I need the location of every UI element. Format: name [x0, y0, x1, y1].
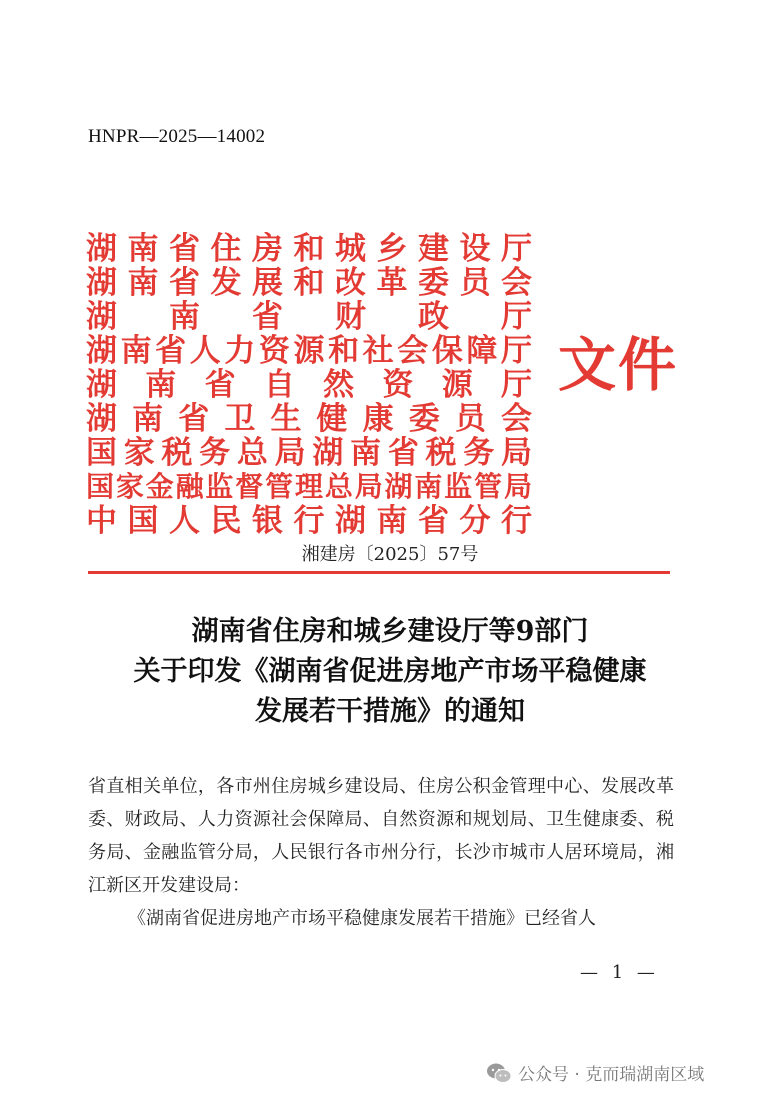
red-divider-line: [88, 571, 670, 574]
issuer-line: 湖南省卫生健康委员会: [86, 402, 532, 436]
body-paragraph: 《湖南省促进房地产市场平稳健康发展若干措施》已经省人: [128, 908, 596, 929]
recipients-paragraph: 省直相关单位，各市州住房城乡建设局、住房公积金管理中心、发展改革委、财政局、人力资源社会保障局、自然资源和规划局、卫生健康委、税务局、金融监管分局，人民银行各市州分行，长沙市城市人居环境局，湘江新区开发建设局：: [88, 776, 674, 896]
document-number: 湘建房〔2025〕57号: [301, 544, 479, 565]
issuer-line: 湖南省财政厅: [86, 300, 532, 334]
document-label-wenjian: 文件: [558, 331, 679, 399]
issuer-line: 中国人民银行湖南省分行: [86, 504, 532, 538]
issuer-line: 国家金融监督管理总局湖南监管局: [86, 470, 532, 503]
document-code: HNPR—2025—14002: [88, 126, 266, 147]
watermark-text: 公众号 · 克而瑞湖南区域: [518, 1065, 705, 1085]
issuer-line: 湖南省自然资源厅: [86, 368, 532, 402]
title-line: 关于印发《湖南省促进房地产市场平稳健康: [133, 656, 647, 687]
issuer-line: 湖南省住房和城乡建设厅: [86, 232, 532, 266]
issuer-line: 湖南省发展和改革委员会: [86, 266, 532, 300]
watermark: [486, 1060, 704, 1085]
title-line: 发展若干措施》的通知: [255, 696, 525, 727]
document-body: [88, 770, 674, 935]
issuing-authorities: [86, 232, 532, 538]
title-line: 湖南省住房和城乡建设厅等9部门: [191, 616, 589, 647]
page-number: — 1 —: [580, 962, 659, 983]
issuer-line: 国家税务总局湖南省税务局: [86, 436, 532, 470]
wechat-icon: [486, 1062, 512, 1084]
issuer-line: 湖南省人力资源和社会保障厅: [86, 334, 532, 368]
document-title: [0, 612, 780, 732]
